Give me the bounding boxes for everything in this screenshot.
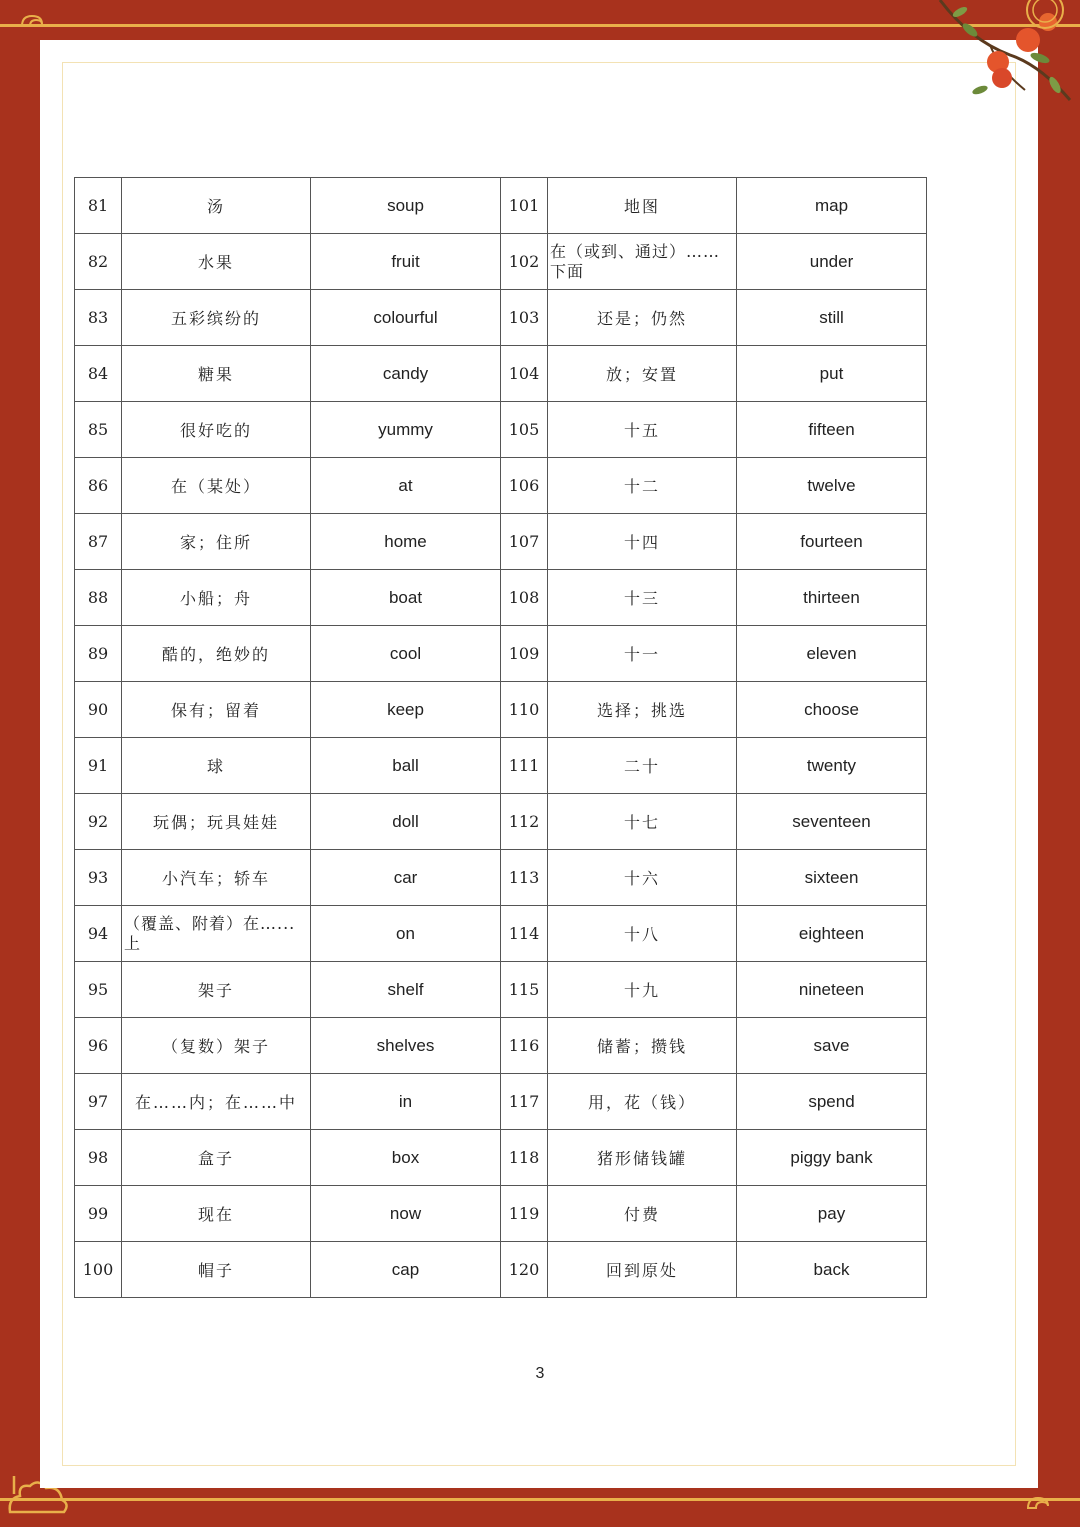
right-english-cell: eleven: [737, 626, 927, 682]
table-row: [75, 290, 927, 346]
right-number-cell: 107: [501, 514, 548, 570]
left-chinese-cell: 盒子: [122, 1130, 311, 1186]
left-chinese-cell: 汤: [122, 178, 311, 234]
right-number-cell: 105: [501, 402, 548, 458]
left-number-cell: 86: [75, 458, 122, 514]
right-chinese-cell: 回到原处: [548, 1242, 737, 1298]
table-row: [75, 234, 927, 290]
left-number-cell: 91: [75, 738, 122, 794]
right-chinese-cell: 用，花（钱）: [548, 1074, 737, 1130]
left-chinese-cell: 球: [122, 738, 311, 794]
left-english-cell: yummy: [311, 402, 501, 458]
left-english-cell: soup: [311, 178, 501, 234]
table-row: [75, 178, 927, 234]
left-number-cell: 89: [75, 626, 122, 682]
right-chinese-cell: 猪形储钱罐: [548, 1130, 737, 1186]
left-chinese-cell: （复数）架子: [122, 1018, 311, 1074]
right-number-cell: 120: [501, 1242, 548, 1298]
right-chinese-cell: 十四: [548, 514, 737, 570]
right-number-cell: 103: [501, 290, 548, 346]
left-chinese-cell: 很好吃的: [122, 402, 311, 458]
left-number-cell: 99: [75, 1186, 122, 1242]
left-english-cell: ball: [311, 738, 501, 794]
left-chinese-cell: 架子: [122, 962, 311, 1018]
right-english-cell: choose: [737, 682, 927, 738]
right-english-cell: spend: [737, 1074, 927, 1130]
left-number-cell: 83: [75, 290, 122, 346]
table-row: [75, 1186, 927, 1242]
right-chinese-cell: 十七: [548, 794, 737, 850]
right-number-cell: 111: [501, 738, 548, 794]
table-row: [75, 850, 927, 906]
right-english-cell: twelve: [737, 458, 927, 514]
bottom-frame-line: [0, 1498, 1080, 1501]
left-chinese-cell: 小汽车；轿车: [122, 850, 311, 906]
left-number-cell: 93: [75, 850, 122, 906]
left-english-cell: cap: [311, 1242, 501, 1298]
right-number-cell: 118: [501, 1130, 548, 1186]
left-english-cell: keep: [311, 682, 501, 738]
left-chinese-cell: 家；住所: [122, 514, 311, 570]
right-number-cell: 110: [501, 682, 548, 738]
right-number-cell: 106: [501, 458, 548, 514]
left-chinese-cell: 保有；留着: [122, 682, 311, 738]
left-chinese-cell: （覆盖、附着）在…...上: [122, 906, 311, 962]
right-english-cell: twenty: [737, 738, 927, 794]
right-number-cell: 119: [501, 1186, 548, 1242]
left-chinese-cell: 在（某处）: [122, 458, 311, 514]
left-english-cell: boat: [311, 570, 501, 626]
right-chinese-cell: 十六: [548, 850, 737, 906]
left-chinese-cell: 糖果: [122, 346, 311, 402]
right-chinese-cell: 在（或到、通过）……下面: [548, 234, 737, 290]
right-chinese-cell: 十二: [548, 458, 737, 514]
left-chinese-cell: 在……内；在……中: [122, 1074, 311, 1130]
right-number-cell: 113: [501, 850, 548, 906]
table-row: [75, 514, 927, 570]
left-english-cell: box: [311, 1130, 501, 1186]
right-number-cell: 115: [501, 962, 548, 1018]
right-english-cell: nineteen: [737, 962, 927, 1018]
right-english-cell: piggy bank: [737, 1130, 927, 1186]
left-number-cell: 92: [75, 794, 122, 850]
left-english-cell: at: [311, 458, 501, 514]
left-english-cell: car: [311, 850, 501, 906]
right-english-cell: eighteen: [737, 906, 927, 962]
left-english-cell: home: [311, 514, 501, 570]
right-chinese-cell: 二十: [548, 738, 737, 794]
left-number-cell: 87: [75, 514, 122, 570]
right-number-cell: 102: [501, 234, 548, 290]
left-chinese-cell: 小船；舟: [122, 570, 311, 626]
left-english-cell: candy: [311, 346, 501, 402]
right-number-cell: 112: [501, 794, 548, 850]
page-number: 3: [535, 1365, 545, 1382]
persimmon-branch-ornament: [930, 0, 1080, 120]
table-row: [75, 1130, 927, 1186]
right-number-cell: 114: [501, 906, 548, 962]
left-english-cell: fruit: [311, 234, 501, 290]
right-number-cell: 104: [501, 346, 548, 402]
top-left-cloud-ornament: [20, 12, 50, 28]
left-number-cell: 94: [75, 906, 122, 962]
right-english-cell: back: [737, 1242, 927, 1298]
right-number-cell: 101: [501, 178, 548, 234]
table-row: [75, 1018, 927, 1074]
table-row: [75, 962, 927, 1018]
left-english-cell: on: [311, 906, 501, 962]
left-chinese-cell: 酷的，绝妙的: [122, 626, 311, 682]
left-english-cell: colourful: [311, 290, 501, 346]
table-row: [75, 1074, 927, 1130]
right-number-cell: 109: [501, 626, 548, 682]
left-chinese-cell: 帽子: [122, 1242, 311, 1298]
left-number-cell: 100: [75, 1242, 122, 1298]
left-english-cell: shelf: [311, 962, 501, 1018]
table-row: [75, 682, 927, 738]
right-chinese-cell: 十八: [548, 906, 737, 962]
right-chinese-cell: 十一: [548, 626, 737, 682]
right-chinese-cell: 放；安置: [548, 346, 737, 402]
left-english-cell: now: [311, 1186, 501, 1242]
right-number-cell: 116: [501, 1018, 548, 1074]
left-number-cell: 98: [75, 1130, 122, 1186]
right-english-cell: fifteen: [737, 402, 927, 458]
table-row: [75, 1242, 927, 1298]
left-chinese-cell: 现在: [122, 1186, 311, 1242]
bottom-right-cloud-ornament: [1026, 1494, 1056, 1510]
table-row: [75, 458, 927, 514]
right-chinese-cell: 储蓄；攒钱: [548, 1018, 737, 1074]
right-chinese-cell: 还是；仍然: [548, 290, 737, 346]
left-number-cell: 95: [75, 962, 122, 1018]
table-row: [75, 738, 927, 794]
right-number-cell: 108: [501, 570, 548, 626]
table-row: [75, 346, 927, 402]
right-chinese-cell: 十五: [548, 402, 737, 458]
right-english-cell: under: [737, 234, 927, 290]
right-chinese-cell: 十三: [548, 570, 737, 626]
left-english-cell: in: [311, 1074, 501, 1130]
right-english-cell: thirteen: [737, 570, 927, 626]
right-english-cell: sixteen: [737, 850, 927, 906]
left-chinese-cell: 玩偶；玩具娃娃: [122, 794, 311, 850]
left-number-cell: 84: [75, 346, 122, 402]
left-number-cell: 81: [75, 178, 122, 234]
table-row: [75, 626, 927, 682]
vocabulary-table: [74, 177, 927, 1298]
table-row: [75, 906, 927, 962]
right-english-cell: map: [737, 178, 927, 234]
left-english-cell: shelves: [311, 1018, 501, 1074]
table-row: [75, 402, 927, 458]
right-english-cell: fourteen: [737, 514, 927, 570]
left-number-cell: 90: [75, 682, 122, 738]
left-number-cell: 97: [75, 1074, 122, 1130]
table-row: [75, 570, 927, 626]
left-number-cell: 85: [75, 402, 122, 458]
left-english-cell: cool: [311, 626, 501, 682]
right-chinese-cell: 十九: [548, 962, 737, 1018]
left-english-cell: doll: [311, 794, 501, 850]
left-chinese-cell: 水果: [122, 234, 311, 290]
vocabulary-table-body: [75, 178, 927, 1298]
right-english-cell: put: [737, 346, 927, 402]
right-chinese-cell: 选择；挑选: [548, 682, 737, 738]
left-number-cell: 88: [75, 570, 122, 626]
right-english-cell: save: [737, 1018, 927, 1074]
top-frame-line: [0, 24, 1080, 27]
left-chinese-cell: 五彩缤纷的: [122, 290, 311, 346]
table-row: [75, 794, 927, 850]
right-english-cell: still: [737, 290, 927, 346]
right-english-cell: pay: [737, 1186, 927, 1242]
right-number-cell: 117: [501, 1074, 548, 1130]
right-english-cell: seventeen: [737, 794, 927, 850]
right-chinese-cell: 付费: [548, 1186, 737, 1242]
left-number-cell: 82: [75, 234, 122, 290]
left-number-cell: 96: [75, 1018, 122, 1074]
right-chinese-cell: 地图: [548, 178, 737, 234]
